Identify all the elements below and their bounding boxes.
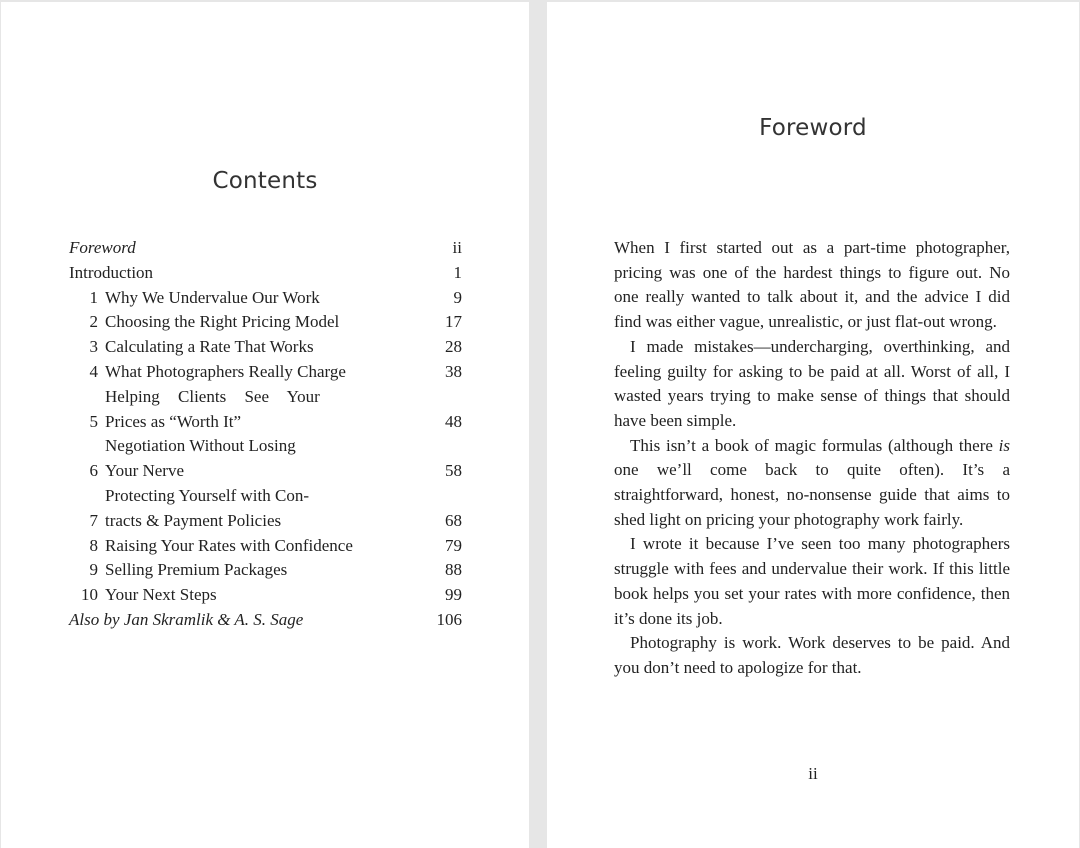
toc-entry-title bbox=[98, 310, 412, 335]
emphasis: is bbox=[998, 435, 1010, 455]
foreword-paragraph: When I first started out as a part-time photographer, pricing was one of the hardest things to figure out. No one really wanted to talk about it, and the advice I did find was either vague, unrealistic, or just flat-out wrong. bbox=[614, 238, 1010, 332]
toc-entry[interactable] bbox=[69, 484, 462, 534]
toc-entry-title-line: Calculating a Rate That Works bbox=[105, 337, 314, 357]
toc-entry[interactable] bbox=[69, 236, 462, 261]
contents-title: Contents bbox=[212, 168, 318, 194]
foreword-paragraph: I made mistakes—undercharging, overthinking, and feeling guilty for asking to be paid at all. Worst of all, I wasted years trying to make sense of things that should have been simple. bbox=[614, 336, 1010, 430]
toc-entry-title-line: Foreword bbox=[69, 238, 136, 257]
toc-entry-title-line: Helping Clients See Your bbox=[105, 386, 320, 406]
toc-entry[interactable] bbox=[69, 534, 462, 559]
toc-entry-title bbox=[98, 558, 412, 583]
toc-chapter-number: 1 bbox=[89, 287, 98, 307]
toc-chapter-number: 6 bbox=[89, 461, 98, 481]
foreword-paragraph: Photography is work. Work deserves to be paid. And you don’t need to apologize for that. bbox=[614, 633, 1010, 677]
toc-page-number: 88 bbox=[445, 560, 462, 580]
toc-entry[interactable] bbox=[69, 286, 462, 311]
toc-entry-title-line: Protecting Yourself with Con- bbox=[105, 485, 309, 505]
toc-page-number: 1 bbox=[453, 262, 462, 282]
toc-page-number: 28 bbox=[445, 337, 462, 357]
toc-entry[interactable] bbox=[69, 434, 462, 484]
toc-entry-title bbox=[69, 608, 412, 633]
toc-entry[interactable] bbox=[69, 385, 462, 435]
toc-page-number: 106 bbox=[436, 609, 462, 629]
toc-entry-title-line: Introduction bbox=[69, 262, 154, 282]
toc-chapter-number: 8 bbox=[89, 535, 98, 555]
toc-page-number: 79 bbox=[445, 535, 462, 555]
toc-entry-title bbox=[98, 360, 412, 385]
toc-entry[interactable] bbox=[69, 310, 462, 335]
toc-entry-title bbox=[69, 236, 412, 261]
toc-entry-title-line: Also by Jan Skramlik & A. S. Sage bbox=[69, 609, 304, 629]
toc-page-number: 68 bbox=[445, 510, 462, 530]
foreword-body bbox=[614, 236, 1010, 681]
toc-entry-title bbox=[98, 484, 412, 534]
toc-chapter-number: 7 bbox=[89, 510, 98, 530]
toc-entry-title-line: What Photographers Really Charge bbox=[105, 361, 346, 381]
toc-entry-title-line: Negotiation Without Losing bbox=[105, 436, 296, 456]
toc-entry[interactable] bbox=[69, 608, 462, 633]
foreword-title: Foreword bbox=[759, 115, 867, 141]
toc-entry-title bbox=[98, 434, 412, 484]
toc-entry[interactable] bbox=[69, 558, 462, 583]
toc-page-number: ii bbox=[452, 238, 462, 257]
contents-page bbox=[1, 2, 529, 848]
toc-entry-title-line: Your Nerve bbox=[105, 461, 185, 481]
toc-entry[interactable] bbox=[69, 360, 462, 385]
foreword-paragraph: I wrote it because I’ve seen too many photographers struggle with fees and undervalue their work. If this little book helps you set your rates with more confidence, then it’s done its job. bbox=[614, 534, 1010, 628]
toc-entry-title-line: Choosing the Right Pricing Model bbox=[105, 312, 340, 332]
toc-entry-title bbox=[98, 534, 412, 559]
toc-entry-title bbox=[98, 335, 412, 360]
toc-page-number: 38 bbox=[445, 361, 462, 381]
toc-page-number: 58 bbox=[445, 461, 462, 481]
foreword-page bbox=[547, 2, 1079, 848]
toc-entry-title-line: Your Next Steps bbox=[105, 585, 217, 605]
toc-entry[interactable] bbox=[69, 335, 462, 360]
page-number: ii bbox=[808, 764, 818, 783]
toc-entry-title bbox=[98, 286, 412, 311]
toc-chapter-number: 2 bbox=[89, 312, 98, 332]
toc-chapter-number: 9 bbox=[89, 560, 98, 580]
toc-page-number: 17 bbox=[445, 312, 462, 332]
toc-chapter-number: 5 bbox=[89, 411, 98, 431]
toc-page-number: 48 bbox=[445, 411, 462, 431]
toc-page-number: 9 bbox=[453, 287, 462, 307]
table-of-contents bbox=[69, 236, 462, 633]
toc-chapter-number: 3 bbox=[89, 337, 98, 357]
foreword-paragraph: This isn’t a book of magic formulas (although there is one we’ll come back to quite often). It’s a straightforward, honest, no-nonsense guide that aims to shed light on pricing your photography work fairly. bbox=[614, 435, 1010, 529]
toc-entry-title bbox=[98, 583, 412, 608]
toc-entry-title-line: tracts & Payment Policies bbox=[105, 510, 282, 530]
toc-page-number: 99 bbox=[445, 585, 462, 605]
toc-entry-title-line: Why We Undervalue Our Work bbox=[105, 287, 320, 307]
toc-entry-title-line: Prices as “Worth It” bbox=[105, 411, 241, 431]
toc-chapter-number: 4 bbox=[89, 361, 98, 381]
toc-entry-title bbox=[69, 261, 412, 286]
toc-chapter-number: 10 bbox=[81, 585, 98, 605]
toc-entry-title-line: Raising Your Rates with Confidence bbox=[105, 535, 353, 555]
toc-entry[interactable] bbox=[69, 583, 462, 608]
toc-entry[interactable] bbox=[69, 261, 462, 286]
toc-entry-title-line: Selling Premium Packages bbox=[105, 560, 288, 580]
toc-entry-title bbox=[98, 385, 412, 435]
